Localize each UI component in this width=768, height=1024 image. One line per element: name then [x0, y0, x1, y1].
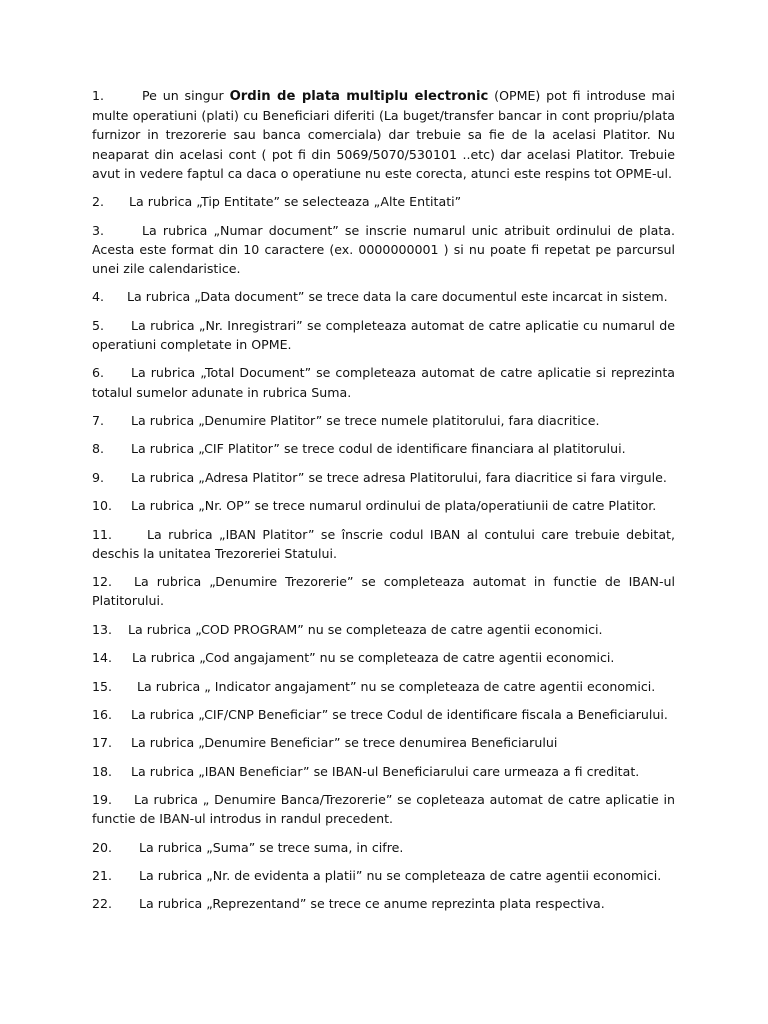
item-number: 12. — [92, 574, 113, 590]
item-number: 18. — [92, 763, 113, 779]
item-text: La rubrica „Nr. OP” se trece numarul ordinului de plata/operatiunii de catre Platitor. — [131, 498, 657, 514]
item-number: 10. — [92, 498, 113, 514]
list-item — [92, 316, 675, 354]
item-number: 7. — [92, 412, 105, 428]
list-item — [92, 363, 675, 401]
item-text: La rubrica „Cod angajament” nu se completeaza de catre agentii economici. — [132, 650, 615, 666]
item-text: La rubrica „ Denumire Banca/Trezorerie” se copleteaza automat de catre aplicatie in functie de IBAN-ul introdus in randul precedent. — [92, 792, 675, 827]
list-item — [92, 677, 675, 696]
item-number: 15. — [92, 678, 113, 694]
item-number: 2. — [92, 194, 105, 210]
item-text: (OPME) pot fi introduse mai multe operatiuni (plati) cu Beneficiari diferiti (La buget/transfer bancar in cont propriu/plata furnizor in trezorerie sau banca comerciala) dar trebuie sa fie de la acelasi Platitor. Nu neaparat din acelasi cont ( pot fi din 5069/5070/530101 ..etc) dar acelasi Platitor. Trebuie avut in vedere faptul ca daca o operatiune nu este corecta, atunci este respins tot OPME-ul. — [92, 88, 675, 181]
item-number: 21. — [92, 868, 113, 884]
list-item — [92, 525, 675, 563]
item-text: La rubrica „IBAN Platitor” se înscrie codul IBAN al contului care trebuie debitat, deschis la unitatea Trezoreriei Statului. — [92, 526, 675, 561]
bold-term: Ordin de plata multiplu electronic — [229, 89, 489, 104]
list-item — [92, 468, 675, 487]
item-number: 3. — [92, 222, 105, 238]
item-text: La rubrica „Reprezentand” se trece ce anume reprezinta plata respectiva. — [139, 896, 605, 912]
list-item — [92, 866, 675, 885]
item-text: La rubrica „Adresa Platitor” se trece adresa Platitorului, fara diacritice si fara virgule. — [131, 469, 667, 485]
numbered-list — [92, 86, 675, 914]
item-text: La rubrica „ Indicator angajament” nu se completeaza de catre agentii economici. — [137, 678, 656, 694]
item-text: La rubrica „IBAN Beneficiar” se IBAN-ul Beneficiarului care urmeaza a fi creditat. — [131, 763, 640, 779]
item-text: La rubrica „Suma” se trece suma, in cifre. — [139, 839, 404, 855]
item-text: La rubrica „Data document” se trece data la care documentul este incarcat in sistem. — [127, 289, 668, 305]
item-number: 22. — [92, 896, 113, 912]
list-item — [92, 762, 675, 781]
item-text: La rubrica „CIF/CNP Beneficiar” se trece Codul de identificare fiscala a Beneficiarului. — [131, 706, 668, 722]
item-text: La rubrica „Denumire Beneficiar” se trece denumirea Beneficiarului — [131, 735, 558, 751]
list-item — [92, 86, 675, 183]
list-item — [92, 411, 675, 430]
item-number: 14. — [92, 650, 113, 666]
item-number: 9. — [92, 469, 105, 485]
list-item — [92, 496, 675, 515]
item-text: La rubrica „Nr. de evidenta a platii” nu se completeaza de catre agentii economici. — [139, 868, 662, 884]
item-text: La rubrica „Denumire Platitor” se trece numele platitorului, fara diacritice. — [131, 412, 600, 428]
list-item — [92, 620, 675, 639]
item-text: La rubrica „CIF Platitor” se trece codul de identificare financiara al platitorului. — [131, 441, 626, 457]
item-number: 20. — [92, 839, 113, 855]
item-text: La rubrica „Numar document” se inscrie numarul unic atribuit ordinului de plata. Acesta este format din 10 caractere (ex. 0000000001 ) si nu poate fi repetat pe parcursul unei zile calendaristice. — [92, 222, 675, 276]
list-item — [92, 192, 675, 211]
item-number: 13. — [92, 621, 113, 637]
item-text: Pe un singur — [142, 88, 230, 103]
item-number: 4. — [92, 289, 105, 305]
list-item — [92, 572, 675, 610]
list-item — [92, 790, 675, 828]
list-item — [92, 733, 675, 752]
list-item — [92, 894, 675, 913]
item-text: La rubrica „Tip Entitate” se selecteaza „Alte Entitati” — [129, 194, 462, 210]
list-item — [92, 838, 675, 857]
item-number: 16. — [92, 706, 113, 722]
list-item — [92, 648, 675, 667]
item-text: La rubrica „Denumire Trezorerie” se completeaza automat in functie de IBAN-ul Platitorului. — [92, 574, 675, 609]
item-number: 1. — [92, 88, 105, 103]
item-number: 11. — [92, 526, 113, 542]
item-number: 19. — [92, 792, 113, 808]
item-text: La rubrica „COD PROGRAM” nu se completeaza de catre agentii economici. — [128, 621, 603, 637]
list-item — [92, 705, 675, 724]
item-number: 8. — [92, 441, 105, 457]
list-item — [92, 287, 675, 306]
item-number: 5. — [92, 317, 105, 333]
item-text: La rubrica „Nr. Inregistrari” se completeaza automat de catre aplicatie cu numarul de operatiuni completate in OPME. — [92, 317, 675, 352]
item-text: La rubrica „Total Document” se completeaza automat de catre aplicatie si reprezinta totalul sumelor adunate in rubrica Suma. — [92, 365, 675, 400]
item-number: 6. — [92, 365, 105, 381]
list-item — [92, 221, 675, 279]
list-item — [92, 439, 675, 458]
item-number: 17. — [92, 735, 113, 751]
